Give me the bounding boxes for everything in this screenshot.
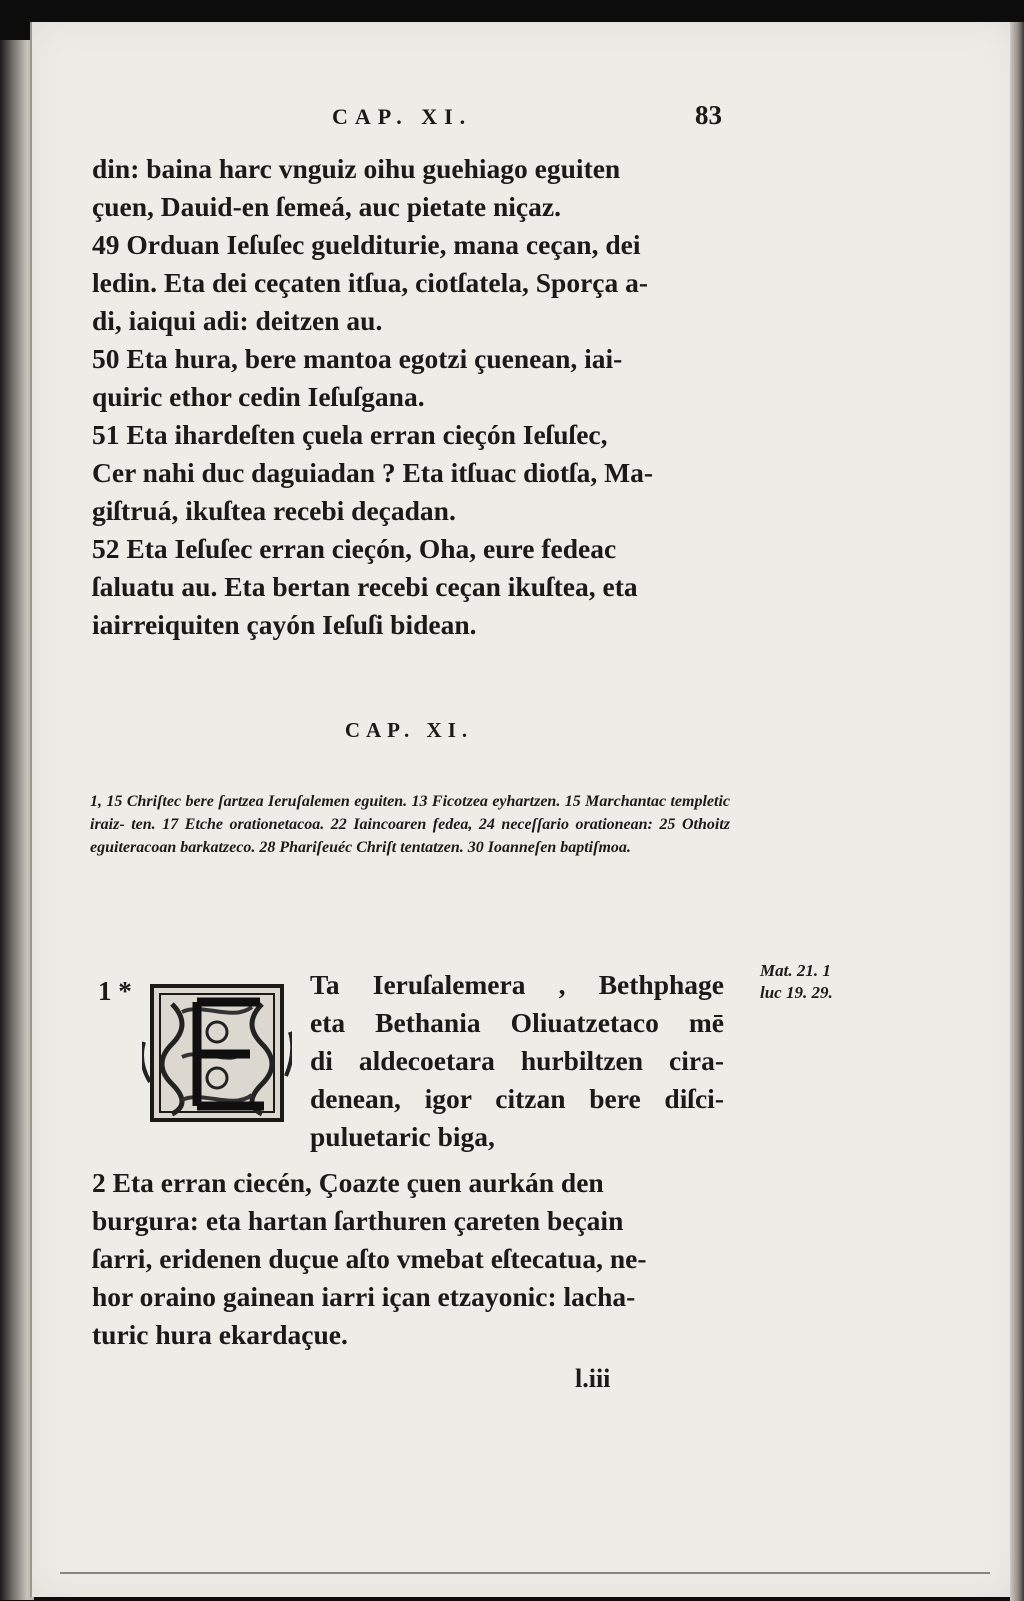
verse-49-line: di, iaiqui adi: deitzen au. — [92, 305, 383, 336]
verse-50-line: 50 Eta hura, bere mantoa egotzi çuenean, iai- — [92, 343, 623, 374]
running-header — [92, 100, 726, 140]
verse-52-line: 52 Eta Ieſuſec erran cieçón, Oha, eure fedeac — [92, 533, 617, 564]
verse-2-line: burgura: eta hartan ſarthuren çareten beçain — [92, 1205, 624, 1236]
margin-ref-line: Mat. 21. 1 — [760, 961, 831, 980]
verse-2-line: hor oraino gainean iarri içan etzayonic: lacha- — [92, 1281, 636, 1312]
page-bottom-edge — [60, 1572, 990, 1574]
chapter-heading: CAP. XI. — [344, 718, 474, 742]
verse-51-line: 51 Eta ihardeſten çuela erran cieçón Ieſuſec, — [92, 419, 608, 450]
text-line: din: baina harc vnguiz oihu guehiago eguiten — [92, 153, 621, 184]
page-number: 83 — [695, 100, 722, 130]
verse-49-line: 49 Orduan Ieſuſec guelditurie, mana ceçan, dei — [92, 229, 641, 260]
verse-49-line: ledin. Eta dei ceçaten itſua, ciotſatela, Sporça a- — [92, 267, 649, 298]
running-chapter-title: CAP. XI. — [332, 104, 473, 129]
verse-51-line: giſtruá, ikuſtea recebi deçadan. — [92, 495, 456, 526]
text-block-top — [92, 150, 726, 644]
verse-2-line: 2 Eta erran ciecén, Çoazte çuen aurkán den — [92, 1167, 604, 1198]
verse-2-line: turic hura ekardaçue. — [92, 1319, 348, 1350]
verse-1-line: Ta Ieruſalemera , Bethphage — [310, 969, 724, 1000]
verse-1-line: di aldecoetara hurbiltzen cira- — [310, 1045, 724, 1076]
page-edge — [1010, 22, 1024, 1601]
verse-1-line: eta Bethania Oliuatzetaco mē — [310, 1007, 724, 1038]
verse-51-line: Cer nahi duc daguiadan ? Eta itſuac diotſa, Ma- — [92, 457, 654, 488]
verse-number: 1 * — [98, 976, 132, 1006]
verse-1-line: puluetaric biga, — [310, 1121, 495, 1152]
verse-2-line: ſarri, eridenen duçue aſto vmebat eſtecatua, ne- — [92, 1243, 647, 1274]
margin-cross-reference — [760, 960, 833, 1004]
chapter-summary: 1, 15 Chriſtec bere ſartzea Ieruſalemen eguiten. 13 Ficotzea eyhartzen. 15 Marchantac templetic iraiz- ten. 17 Etche orationetacoa. 22 Iaincoaren fedea, 24 neceſſario orationean: 25 Othoitz eguiteracoan barkatzeco. 28 Phariſeuéc Chriſt tentatzen. 30 Ioanneſen baptiſmoa. — [90, 793, 730, 856]
verse-1-text — [310, 966, 724, 1156]
book-gutter — [0, 40, 34, 1600]
verse-52-line: ſaluatu au. Eta bertan recebi ceçan ikuſtea, eta — [92, 571, 638, 602]
signature-mark: l.iii — [575, 1364, 611, 1393]
verse-50-line: quiric ethor cedin Ieſuſgana. — [92, 381, 425, 412]
margin-ref-line: luc 19. 29. — [760, 983, 833, 1002]
verse-2 — [92, 1164, 732, 1354]
text-line: çuen, Dauid-en ſemeá, auc pietate niçaz. — [92, 191, 561, 222]
verse-1-line: denean, igor citzan bere diſci- — [310, 1083, 724, 1114]
ornamental-initial-icon — [142, 982, 292, 1126]
verse-52-line: iairreiquiten çayón Ieſuſi bidean. — [92, 609, 477, 640]
